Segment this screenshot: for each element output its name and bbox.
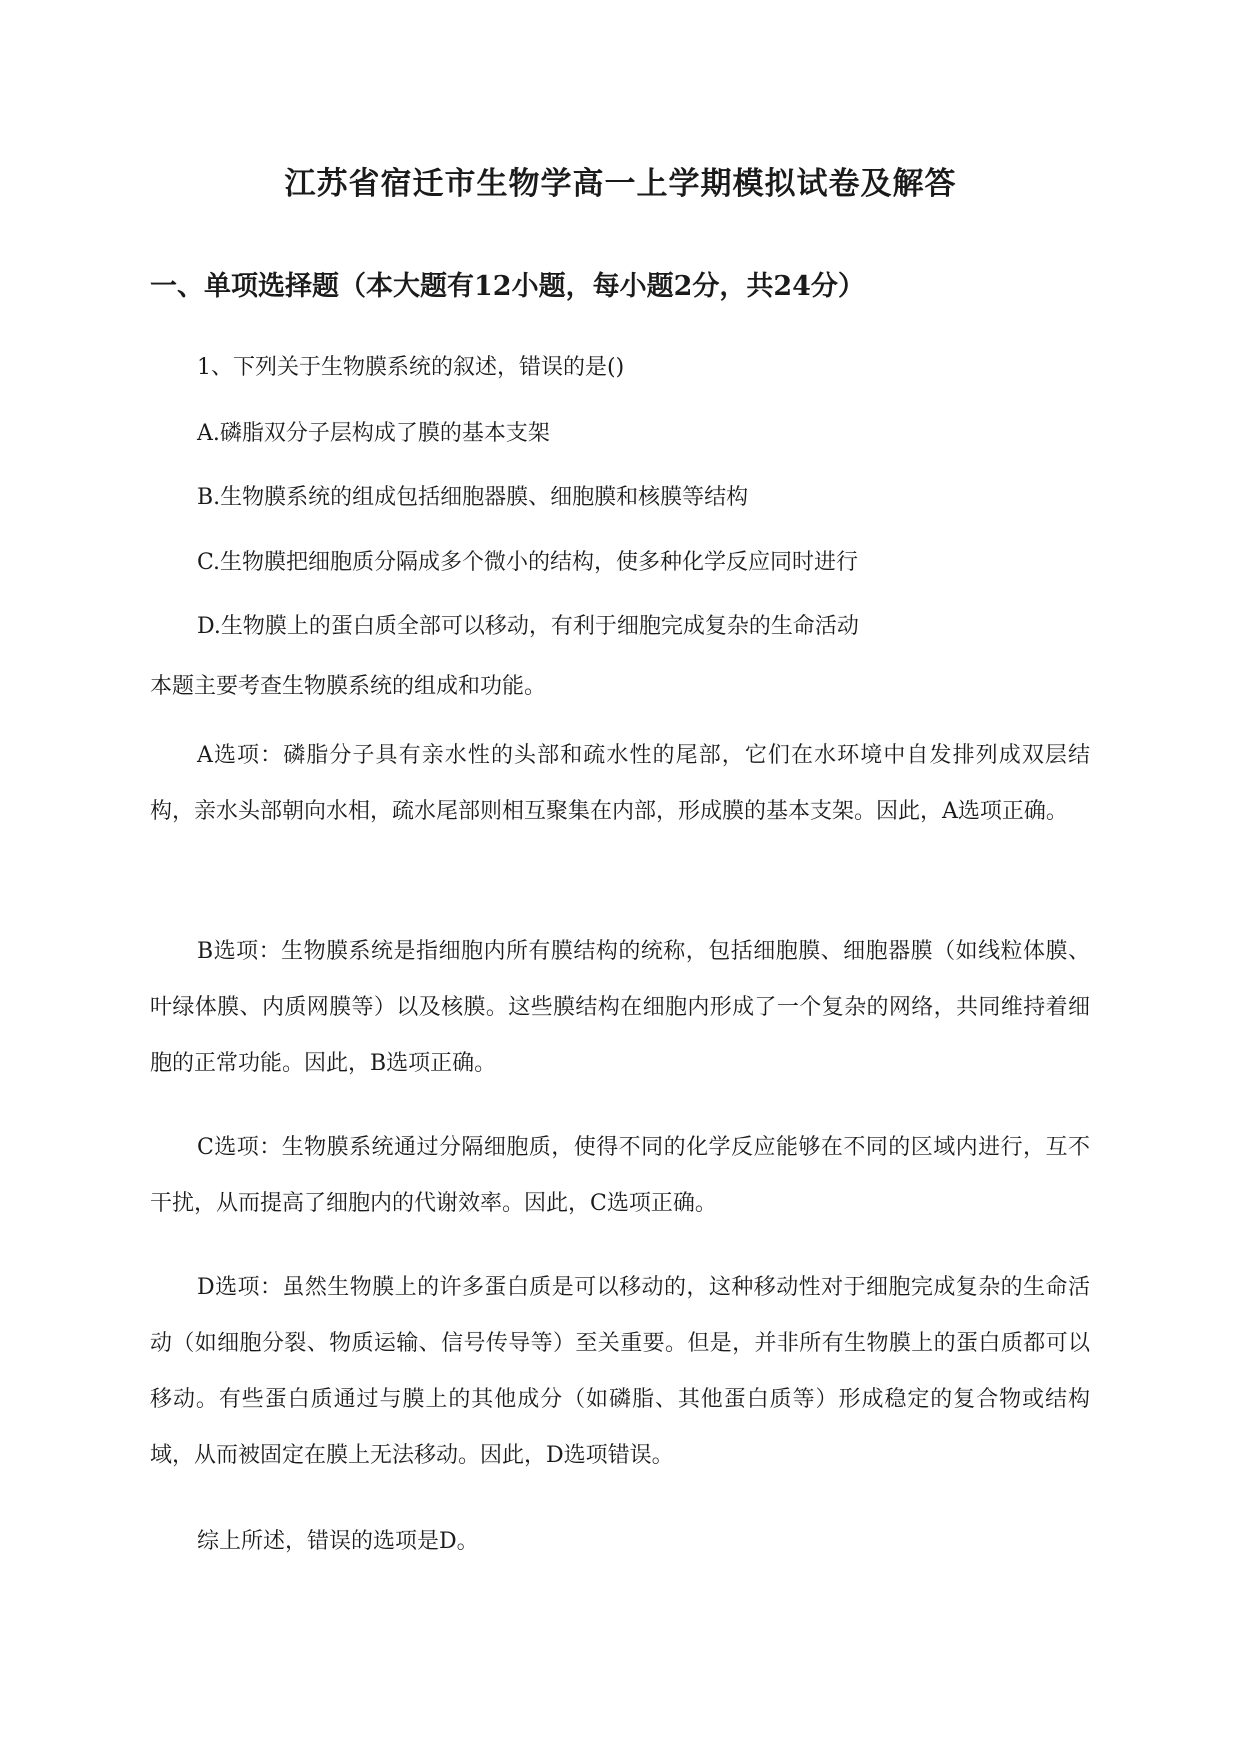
option-a: A.磷脂双分子层构成了膜的基本支架 <box>197 421 550 446</box>
document-title: 江苏省宿迁市生物学高一上学期模拟试卷及解答 <box>284 166 957 202</box>
option-c: C.生物膜把细胞质分隔成多个微小的结构，使多种化学反应同时进行 <box>197 550 859 575</box>
question-stem: 1、下列关于生物膜系统的叙述，错误的是() <box>197 355 625 380</box>
analysis-paragraph-d: D选项：虽然生物膜上的许多蛋白质是可以移动的，这种移动性对于细胞完成复杂的生命活动（如细胞分裂、物质运输、信号传导等）至关重要。但是，并非所有生物膜上的蛋白质都可以移动。有些蛋白质通过与膜上的其他成分（如磷脂、其他蛋白质等）形成稳定的复合物或结构域，从而被固定在膜上无法移动。因此，D选项错误。 <box>150 1275 1090 1468</box>
section-heading: 一、单项选择题（本大题有12小题，每小题2分，共24分） <box>150 271 865 302</box>
analysis-conclusion: 综上所述，错误的选项是D。 <box>197 1529 479 1554</box>
analysis-intro: 本题主要考查生物膜系统的组成和功能。 <box>150 674 547 699</box>
option-b: B.生物膜系统的组成包括细胞器膜、细胞膜和核膜等结构 <box>197 485 749 510</box>
analysis-paragraph-c: C选项：生物膜系统通过分隔细胞质，使得不同的化学反应能够在不同的区域内进行，互不干扰，从而提高了细胞内的代谢效率。因此，C选项正确。 <box>150 1135 1090 1216</box>
analysis-paragraph-b: B选项：生物膜系统是指细胞内所有膜结构的统称，包括细胞膜、细胞器膜（如线粒体膜、叶绿体膜、内质网膜等）以及核膜。这些膜结构在细胞内形成了一个复杂的网络，共同维持着细胞的正常功能。因此，B选项正确。 <box>150 939 1090 1076</box>
option-d: D.生物膜上的蛋白质全部可以移动，有利于细胞完成复杂的生命活动 <box>197 614 859 639</box>
analysis-paragraph-a: A选项：磷脂分子具有亲水性的头部和疏水性的尾部，它们在水环境中自发排列成双层结构，亲水头部朝向水相，疏水尾部则相互聚集在内部，形成膜的基本支架。因此，A选项正确。 <box>150 743 1090 824</box>
